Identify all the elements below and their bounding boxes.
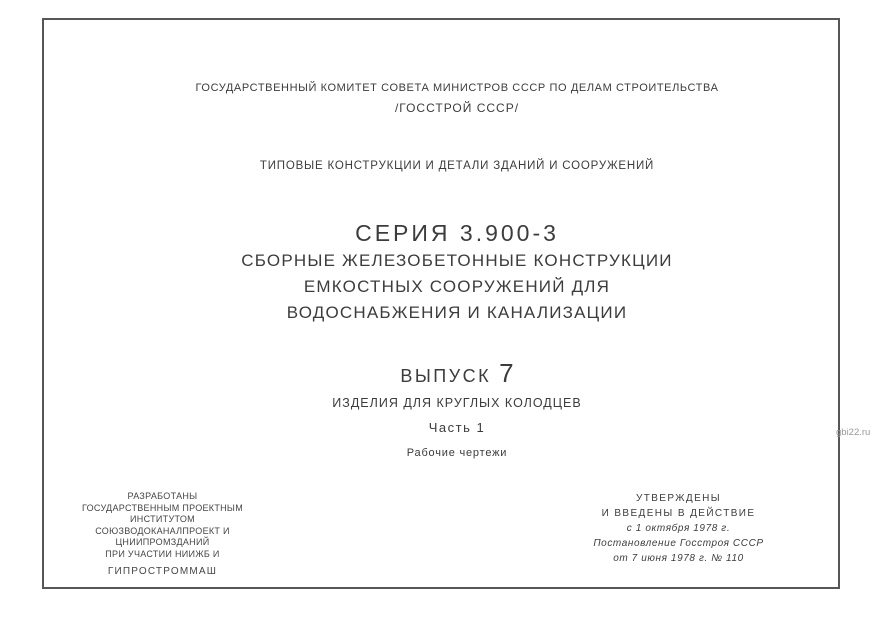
document-kind: Рабочие чертежи [406,447,508,459]
developed-by-line-5: ГИПРОСТРОММАШ [107,566,218,577]
issue-subject: ИЗДЕЛИЯ ДЛЯ КРУГЛЫХ КОЛОДЦЕВ [332,396,582,410]
document-title-line-2: ЕМКОСТНЫХ СООРУЖЕНИЙ ДЛЯ [303,277,611,296]
approved-block [566,491,791,566]
developed-by-line-3: СОЮЗВОДОКАНАЛПРОЕКТ И ЦНИИПРОМЗДАНИЙ [95,525,230,547]
series-number-title: СЕРИЯ 3.900-3 [355,220,559,246]
authority-name: ГОСУДАРСТВЕННЫЙ КОМИТЕТ СОВЕТА МИНИСТРОВ СССР ПО ДЕЛАМ СТРОИТЕЛЬСТВА [195,82,719,94]
developed-by-line-4: ПРИ УЧАСТИИ НИИЖБ И [105,548,220,559]
authority-abbreviation: /ГОССТРОЙ СССР/ [394,101,520,115]
approved-effective-date: с 1 октября 1978 г. [626,523,731,534]
document-title-line-1: СБОРНЫЕ ЖЕЛЕЗОБЕТОННЫЕ КОНСТРУКЦИИ [241,251,673,270]
approved-resolution-date: от 7 июня 1978 г. № 110 [613,553,744,564]
issue-heading [57,358,857,389]
series-type-heading: ТИПОВЫЕ КОНСТРУКЦИИ И ДЕТАЛИ ЗДАНИЙ И СООРУЖЕНИЙ [259,160,655,172]
developed-by-line-2: ГОСУДАРСТВЕННЫМ ПРОЕКТНЫМ ИНСТИТУТОМ [81,502,244,524]
issue-number: 7 [499,358,514,388]
document-title-line-3: ВОДОСНАБЖЕНИЯ И КАНАЛИЗАЦИИ [286,303,628,322]
approved-resolution: Постановление Госстроя СССР [593,538,764,549]
approved-line-2: И ВВЕДЕНЫ В ДЕЙСТВИЕ [601,508,756,519]
site-watermark: gbi22.ru [836,427,871,438]
approved-line-1: УТВЕРЖДЕНЫ [635,493,722,504]
developed-by-block [50,491,275,578]
part-number: Часть 1 [428,420,486,435]
issue-label: ВЫПУСК [400,366,492,386]
developed-by-line-1: РАЗРАБОТАНЫ [127,491,198,501]
